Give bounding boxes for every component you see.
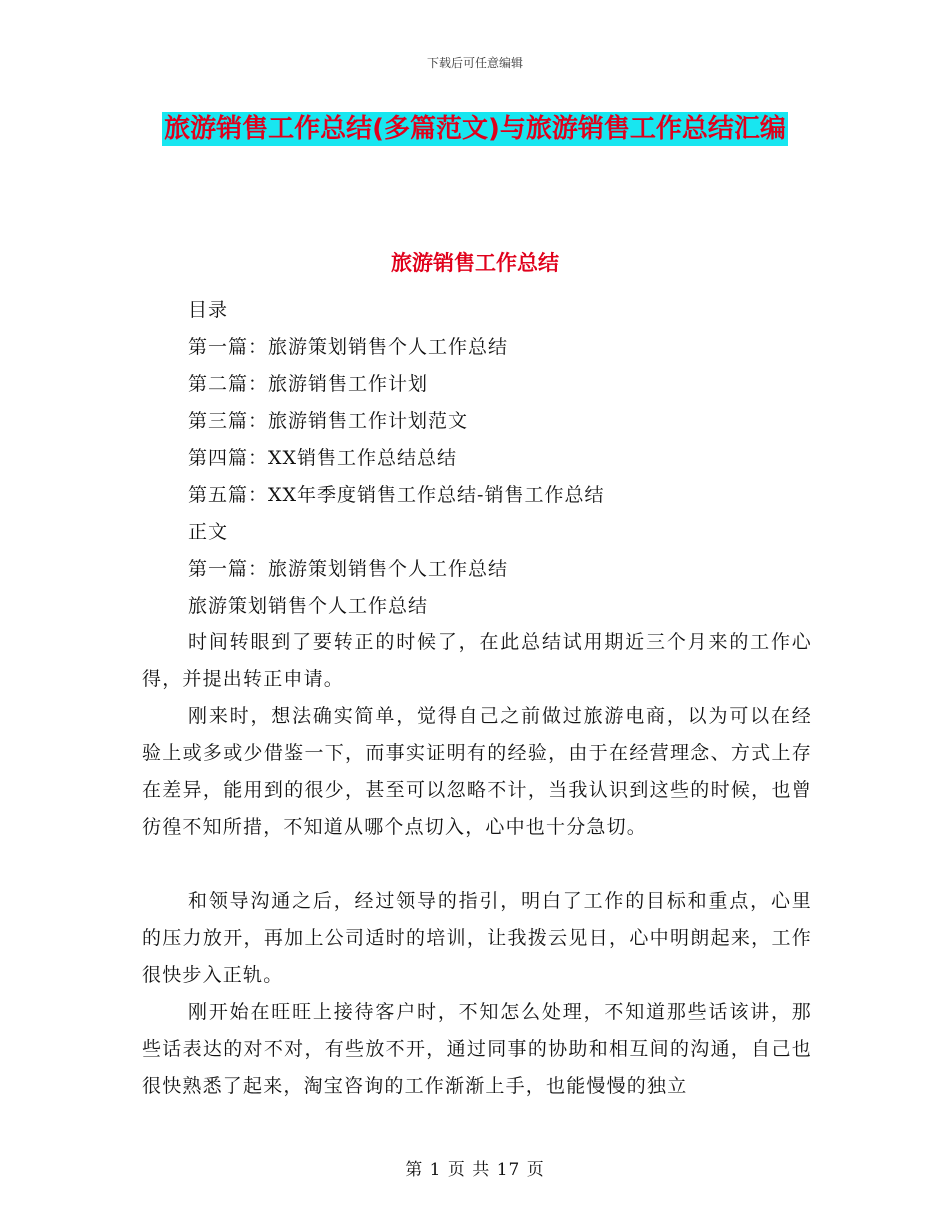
toc-item: 第三篇：旅游销售工作计划范文 [188, 410, 469, 432]
toc-label: 目录 [188, 299, 229, 321]
document-title-text: 旅游销售工作总结(多篇范文)与旅游销售工作总结汇编 [164, 114, 786, 144]
body-label: 正文 [188, 521, 229, 543]
body-paragraph: 和领导沟通之后，经过领导的指引，明白了工作的目标和重点，心里的压力放开，再加上公司适时的培训，让我拨云见日，心中明朗起来，工作很快步入正轨。 [142, 890, 812, 986]
section-heading: 第一篇：旅游策划销售个人工作总结 [188, 558, 509, 580]
document-subtitle: 旅游销售工作总结 [391, 251, 559, 275]
page-footer: 第 1 页 共 17 页 [405, 1160, 545, 1180]
toc-item: 第一篇：旅游策划销售个人工作总结 [188, 336, 509, 358]
body-paragraph: 刚来时，想法确实简单，觉得自己之前做过旅游电商，以为可以在经验上或多或少借鉴一下，而事实证明有的经验，由于在经营理念、方式上存在差异，能用到的很少，甚至可以忽略不计，当我认识到这些的时候，也曾彷徨不知所措，不知道从哪个点切入，心中也十分急切。 [142, 705, 812, 838]
body-paragraph: 时间转眼到了要转正的时候了，在此总结试用期近三个月来的工作心得，并提出转正申请。 [142, 631, 812, 690]
document-title [120, 106, 830, 152]
page-header-note: 下载后可任意编辑 [426, 56, 523, 70]
body-paragraph: 刚开始在旺旺上接待客户时，不知怎么处理，不知道那些话该讲，那些话表达的对不对，有些放不开，通过同事的协助和相互间的沟通，自己也很快熟悉了起来，淘宝咨询的工作渐渐上手，也能慢慢的独立 [142, 1001, 812, 1097]
toc-item: 第五篇：XX年季度销售工作总结-销售工作总结 [188, 484, 605, 506]
toc-item: 第二篇：旅游销售工作计划 [188, 373, 429, 395]
toc-item: 第四篇：XX销售工作总结总结 [188, 447, 458, 469]
section-subheading: 旅游策划销售个人工作总结 [188, 595, 429, 617]
